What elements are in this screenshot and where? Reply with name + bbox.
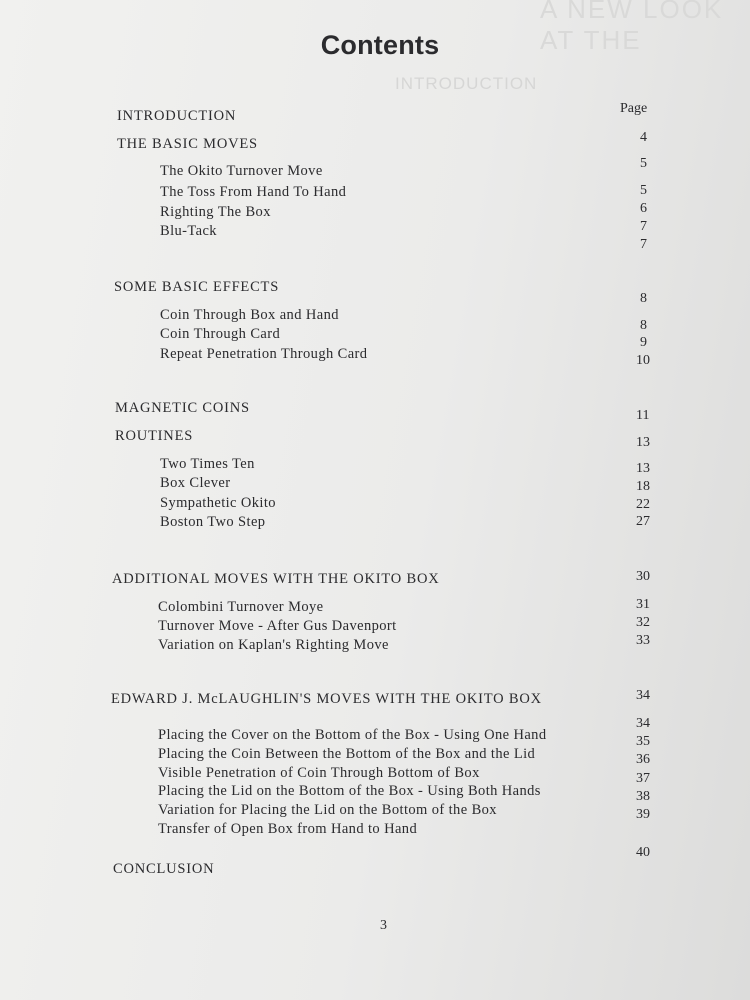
toc-section-title: SOME BASIC EFFECTS [114, 279, 280, 295]
toc-page-number: 11 [636, 408, 650, 423]
toc-entry: Coin Through Box and Hand [160, 307, 339, 323]
toc-section-title: EDWARD J. McLAUGHLIN'S MOVES WITH THE OKITO BOX [111, 691, 542, 707]
toc-page-number: 13 [636, 461, 650, 476]
toc-section-title: ADDITIONAL MOVES WITH THE OKITO BOX [112, 571, 440, 587]
page-title: Contents [320, 30, 440, 60]
toc-page-number: 38 [636, 789, 650, 804]
toc-section-title: ROUTINES [115, 428, 194, 444]
toc-page-number: 34 [636, 688, 650, 703]
toc-entry: Boston Two Step [160, 514, 266, 530]
toc-page-number: 8 [640, 318, 647, 333]
toc-entry: Placing the Cover on the Bottom of the Box - Using One Hand [158, 727, 547, 743]
toc-page-number: 8 [640, 291, 647, 306]
toc-page-number: 5 [640, 156, 647, 171]
page-column-header: Page [620, 101, 648, 116]
toc-entry: Righting The Box [160, 204, 271, 220]
toc-section-title: INTRODUCTION [117, 108, 237, 124]
toc-section-title: MAGNETIC COINS [115, 400, 250, 416]
toc-page-number: 32 [636, 615, 650, 630]
toc-entry: Placing the Lid on the Bottom of the Box - Using Both Hands [158, 783, 541, 799]
toc-page-number: 9 [640, 335, 647, 350]
toc-page-number: 6 [640, 201, 647, 216]
toc-page-number: 37 [636, 771, 650, 786]
toc-page-number: 10 [636, 353, 650, 368]
toc-page-number: 22 [636, 497, 650, 512]
toc-entry: Box Clever [160, 475, 231, 491]
toc-section-title: THE BASIC MOVES [117, 136, 258, 152]
toc-entry: Turnover Move - After Gus Davenport [158, 618, 397, 634]
page-number: 3 [380, 918, 387, 933]
bleed-through-text: INTRODUCTION [395, 74, 538, 93]
toc-page-number: 30 [636, 569, 650, 584]
toc-entry: Two Times Ten [160, 456, 255, 472]
toc-entry: Coin Through Card [160, 326, 281, 342]
toc-page-number: 39 [636, 807, 650, 822]
toc-page-number: 34 [636, 716, 650, 731]
bleed-through-text: A NEW LOOK AT THE [540, 0, 724, 55]
toc-page-number: 40 [636, 845, 650, 860]
toc-page-number: 13 [636, 435, 650, 450]
toc-entry: Variation on Kaplan's Righting Move [158, 637, 389, 653]
toc-entry: The Okito Turnover Move [160, 163, 323, 179]
toc-page-number: 33 [636, 633, 650, 648]
toc-entry: Sympathetic Okito [160, 495, 276, 511]
toc-entry: Placing the Coin Between the Bottom of the Box and the Lid [158, 746, 536, 762]
toc-page-number: 5 [640, 183, 647, 198]
toc-entry: Blu-Tack [160, 223, 217, 239]
toc-page-number: 18 [636, 479, 650, 494]
toc-page-number: 7 [640, 237, 647, 252]
toc-entry: Transfer of Open Box from Hand to Hand [158, 821, 418, 837]
toc-page-number: 27 [636, 514, 650, 529]
toc-page-number: 35 [636, 734, 650, 749]
toc-entry: The Toss From Hand To Hand [160, 184, 347, 200]
toc-section-title: CONCLUSION [113, 861, 215, 877]
toc-page-number: 4 [640, 130, 647, 145]
toc-page-number: 36 [636, 752, 650, 767]
toc-entry: Variation for Placing the Lid on the Bottom of the Box [158, 802, 497, 818]
toc-entry: Visible Penetration of Coin Through Bottom of Box [158, 765, 480, 781]
toc-page-number: 7 [640, 219, 647, 234]
toc-page-number: 31 [636, 597, 650, 612]
toc-entry: Repeat Penetration Through Card [160, 346, 368, 362]
toc-entry: Colombini Turnover Moye [158, 599, 324, 615]
